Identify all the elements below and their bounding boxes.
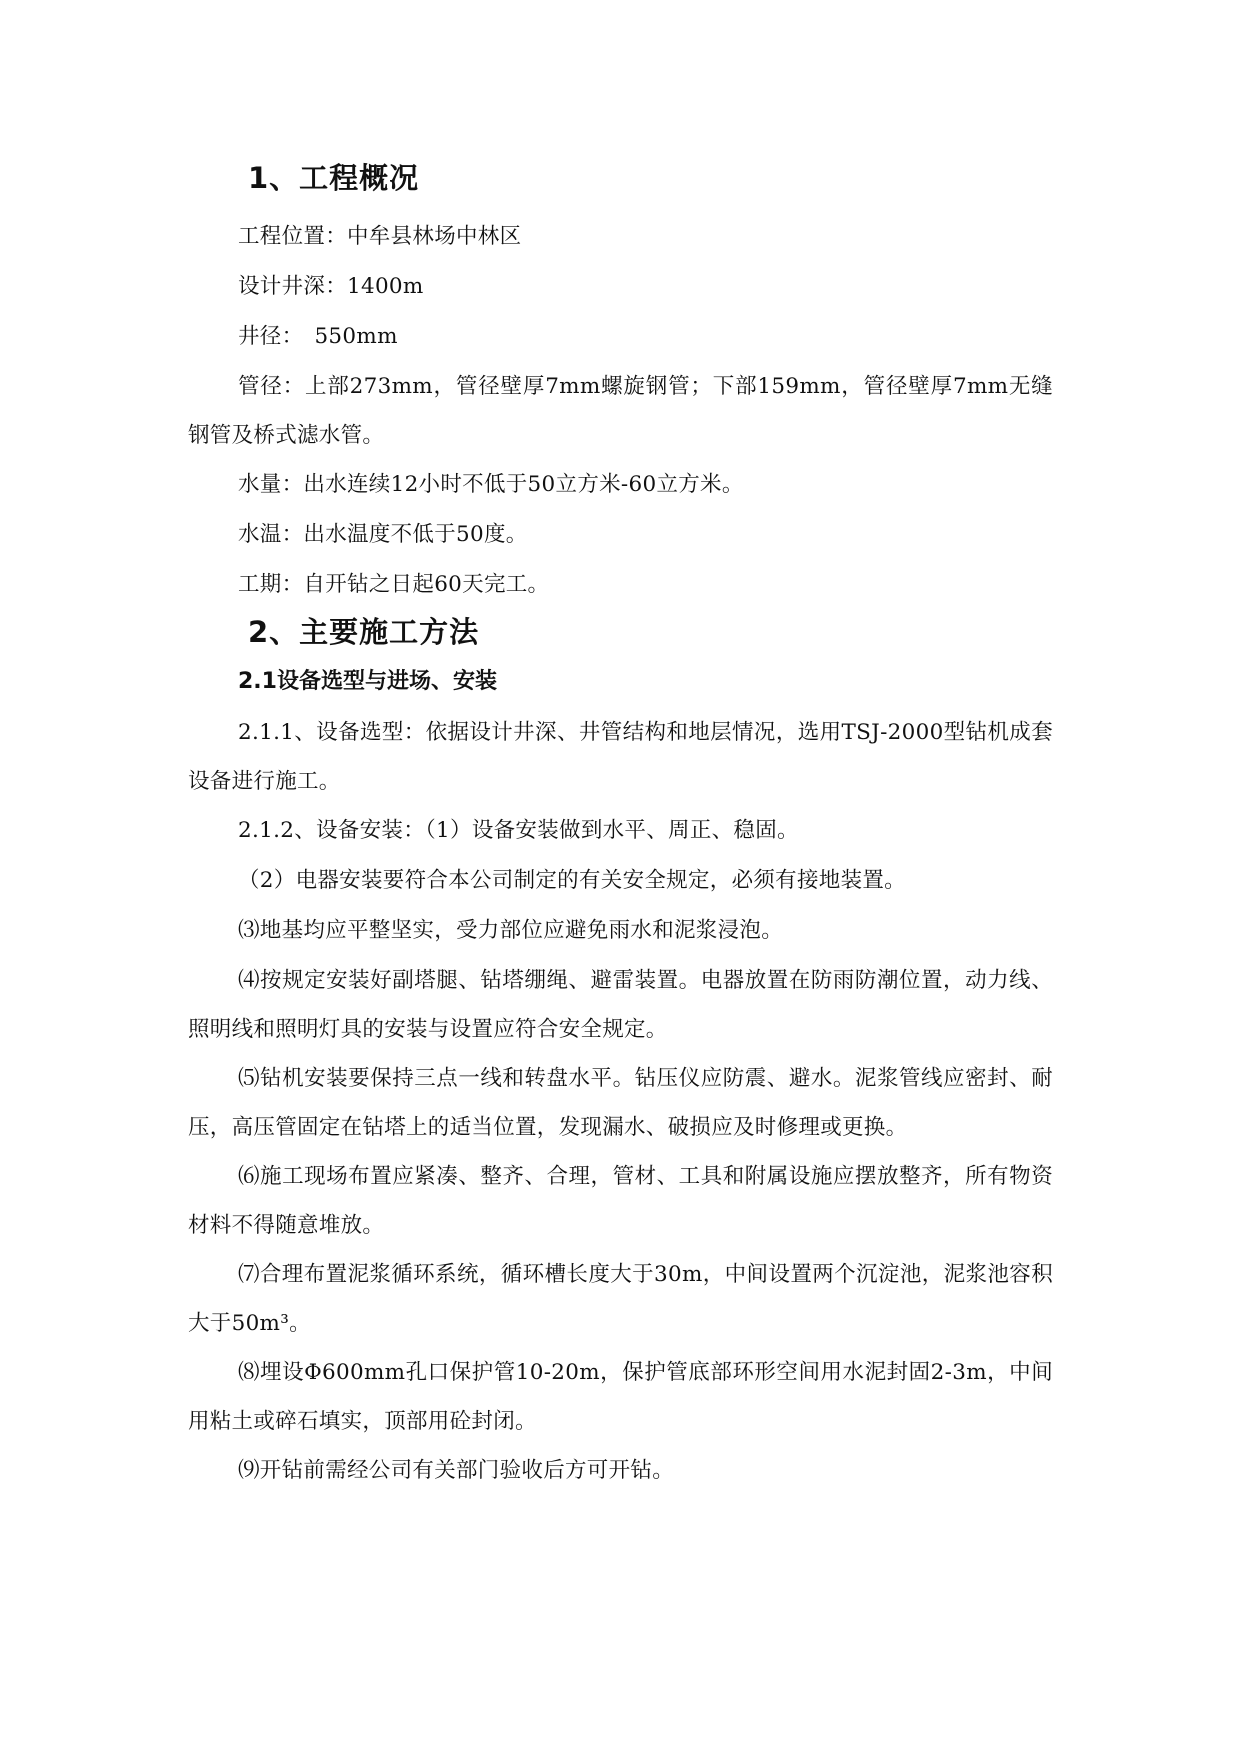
well-diameter: 井径： 550mm xyxy=(238,324,398,349)
pipe-diameter: 管径：上部273mm，管径壁厚7mm螺旋钢管；下部159mm，管径壁厚7mm无缝钢管及桥式滤水管。 xyxy=(188,374,1053,448)
section-1-heading: 1、工程概况 xyxy=(248,161,420,195)
item-9-inspection: ⑼开钻前需经公司有关部门验收后方可开钻。 xyxy=(238,1458,675,1483)
equipment-installation: 2.1.2、设备安装：（1）设备安装做到水平、周正、稳固。 xyxy=(238,818,799,843)
equipment-selection: 2.1.1、设备选型：依据设计井深、井管结构和地层情况，选用TSJ-2000型钻机成套设备进行施工。 xyxy=(188,720,1053,794)
item-6-site-layout: ⑹施工现场布置应紧凑、整齐、合理，管材、工具和附属设施应摆放整齐，所有物资材料不得随意堆放。 xyxy=(188,1164,1053,1238)
item-8-casing: ⑻埋设Φ600mm孔口保护管10-20m，保护管底部环形空间用水泥封固2-3m，中间用粘土或碎石填实，顶部用砼封闭。 xyxy=(188,1360,1053,1434)
design-well-depth: 设计井深：1400m xyxy=(238,274,424,299)
subsection-2-1-heading: 2.1设备选型与进场、安装 xyxy=(238,669,497,694)
item-2-electrical: （2）电器安装要符合本公司制定的有关安全规定，必须有接地装置。 xyxy=(238,868,906,893)
item-5-drill: ⑸钻机安装要保持三点一线和转盘水平。钻压仪应防震、避水。泥浆管线应密封、耐压，高压管固定在钻塔上的适当位置，发现漏水、破损应及时修理或更换。 xyxy=(188,1066,1053,1140)
water-volume: 水量：出水连续12小时不低于50立方米-60立方米。 xyxy=(238,472,744,497)
project-location: 工程位置：中牟县林场中林区 xyxy=(238,224,522,249)
item-7-mud-system: ⑺合理布置泥浆循环系统，循环槽长度大于30m，中间设置两个沉淀池，泥浆池容积大于50m³。 xyxy=(188,1262,1053,1336)
item-3-foundation: ⑶地基均应平整坚实，受力部位应避免雨水和泥浆浸泡。 xyxy=(238,918,784,943)
section-2-heading: 2、主要施工方法 xyxy=(248,615,480,649)
water-temperature: 水温：出水温度不低于50度。 xyxy=(238,522,528,547)
construction-period: 工期：自开钻之日起60天完工。 xyxy=(238,572,550,597)
item-4-tower: ⑷按规定安装好副塔腿、钻塔绷绳、避雷装置。电器放置在防雨防潮位置，动力线、照明线和照明灯具的安装与设置应符合安全规定。 xyxy=(188,968,1053,1042)
document-body xyxy=(188,158,1053,1496)
